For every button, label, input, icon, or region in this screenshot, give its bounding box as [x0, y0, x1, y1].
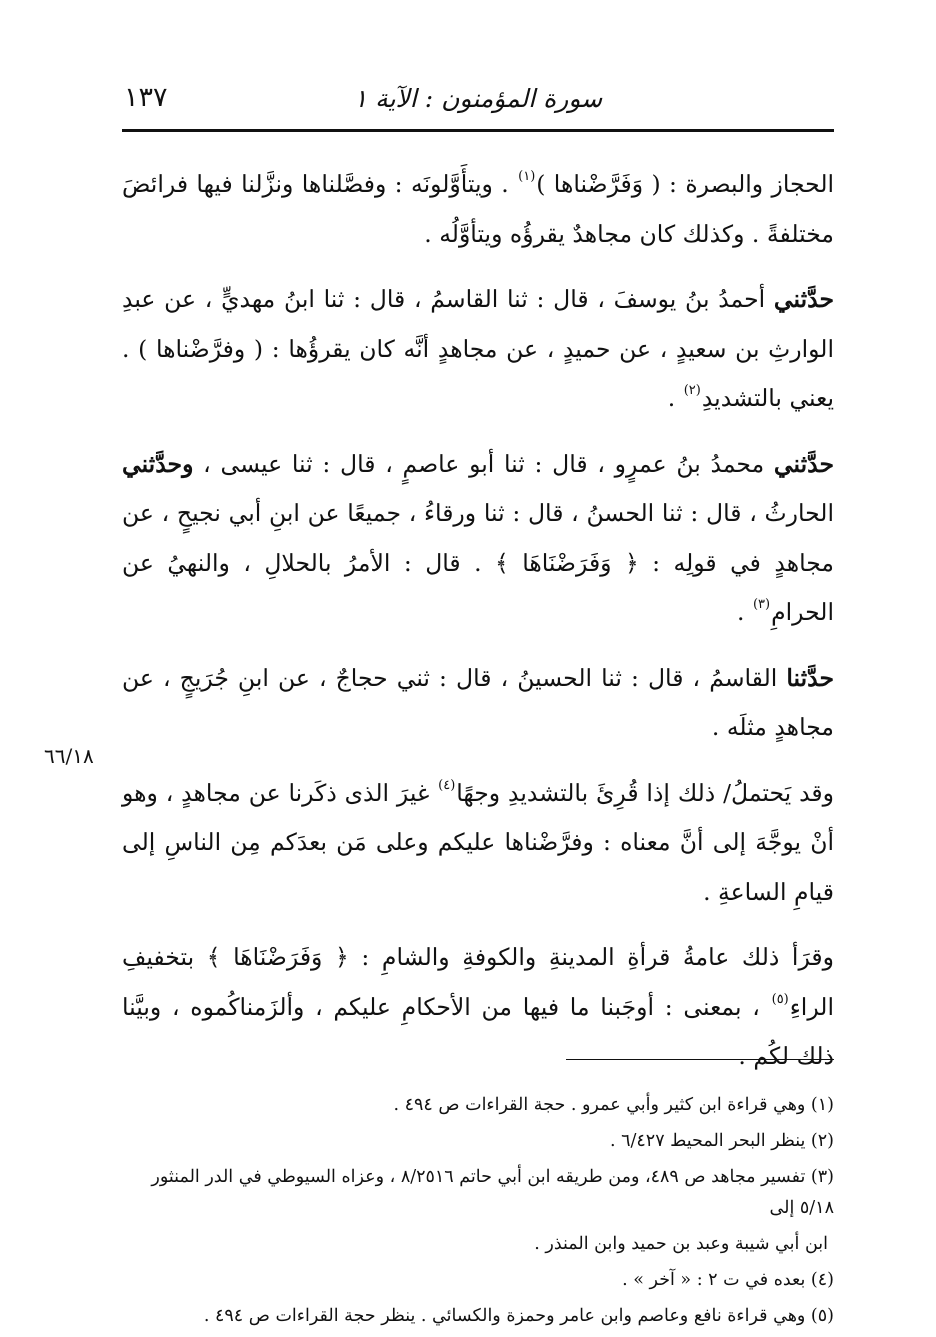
text-run: الحارثُ ، قال : ثنا الحسنُ ، قال : ثنا ورقاءُ ، جميعًا عن ابنِ أبي نجيحٍ ، عن مجاهدٍ في قولِه : ﴿ وَفَرَضْنَاهَا ﴾ . قال : الأمرُ بالحلالِ ، والنهيُ عن الحرامِ [122, 499, 834, 626]
footnote-line: (١) وهي قراءة ابن كثير وأبي عمرو . حجة القراءات ص ٤٩٤ . [393, 1095, 834, 1115]
footnotes [112, 1090, 834, 1337]
text-run: وقرَأ ذلك عامةُ قرأةِ المدينةِ والكوفةِ والشامِ : ﴿ وَفَرَضْنَاهَا ﴾ بتخفيفِ الراءِ [122, 943, 834, 1021]
main-text [122, 160, 834, 1098]
isnad-keyword: حدَّثني [773, 449, 834, 478]
isnad-keyword: حدَّثنا [786, 663, 834, 692]
footnote-line: (٣) تفسير مجاهد ص ٤٨٩، ومن طريقه ابن أبي حاتم ٨/٢٥١٦ ، وعزاه السيوطي في الدر المنثور ٥/١٨ إلى [151, 1167, 834, 1218]
isnad-keyword: حدَّثني [773, 285, 834, 313]
footnote-line: (٢) ينظر البحر المحيط ٦/٤٢٧ . [609, 1131, 834, 1151]
text-run: أحمدُ بنُ يوسفَ ، قال : ثنا القاسمُ ، قال : ثنا ابنُ مهديٍّ ، عن عبدِ الوارثِ بن سعيدٍ ، عن حميدٍ ، عن مجاهدٍ أنَّه كان يقرؤُها : ( وفرَّضْناها ) . يعني بالتشديدِ [122, 285, 834, 412]
text-run: غيرَ الذى ذكَرنا عن مجاهدٍ ، وهو أنْ يوجَّهَ إلى أنَّ معناه : وفرَّضْناها عليكم وعلى مَن بعدَكم مِن الناسِ إلى قيامِ الساعةِ . [122, 778, 834, 906]
text-run: القاسمُ ، قال : ثنا الحسينُ ، قال : ثني حجاجٌ ، عن ابنِ جُرَيجٍ ، عن مجاهدٍ مثلَه . [122, 663, 834, 741]
footnote-marker: (٥) [771, 991, 789, 1007]
footnote-line: ابن أبي شيبة وعبد بن حميد وابن المنذر . [534, 1234, 828, 1254]
paragraph [122, 654, 834, 753]
text-run: الحجاز والبصرة : ( وَفَرَّضْناها ) [536, 170, 835, 198]
paragraph [122, 275, 834, 424]
footnote-marker: (٢) [683, 383, 701, 399]
running-header [122, 78, 834, 122]
surah-title: سورة المؤمنون : الآية ١ [353, 84, 603, 113]
text-run: محمدُ بنُ عمرٍو ، قال : ثنا أبو عاصمٍ ، قال : ثنا عيسى ، [193, 449, 774, 478]
footnote-marker: (٣) [752, 597, 771, 613]
text-run: وقد يَحتملُ/ ذلك إذا قُرِئَ بالتشديدِ وجهًا [456, 778, 834, 807]
paragraph [122, 160, 834, 259]
paragraph [122, 440, 834, 638]
text-run: . [737, 598, 752, 626]
footnote-marker: (٤) [438, 777, 456, 793]
paragraph [122, 769, 834, 918]
page-number: ١٣٧ [124, 82, 168, 113]
footnote-line: (٥) وهي قراءة نافع وعاصم وابن عامر وحمزة والكسائي . ينظر حجة القراءات ص ٤٩٤ . [203, 1306, 834, 1326]
footnote-line: (٤) بعده في ت ٢ : « آخر » . [622, 1270, 834, 1290]
margin-reference: ٦٦/١٨ [44, 744, 94, 768]
isnad-keyword: وحدَّثني [122, 449, 194, 478]
text-run: . [667, 384, 683, 412]
text-run: . ويتأَوَّلونَه : وفصَّلناها ونزَّلنا فيها فرائضَ مختلفةً . وكذلك كان مجاهدٌ يقرؤُه ويتأوَّلُه . [122, 170, 834, 248]
footnote-marker: (١) [518, 169, 536, 185]
footnote-divider [566, 1059, 834, 1060]
header-divider [122, 129, 834, 132]
text-run: ، بمعنى : أوجَبنا ما فيها من الأحكامِ عليكم ، وألزَمناكُموه ، وبيَّنا ذلك لكُم . [122, 992, 834, 1070]
